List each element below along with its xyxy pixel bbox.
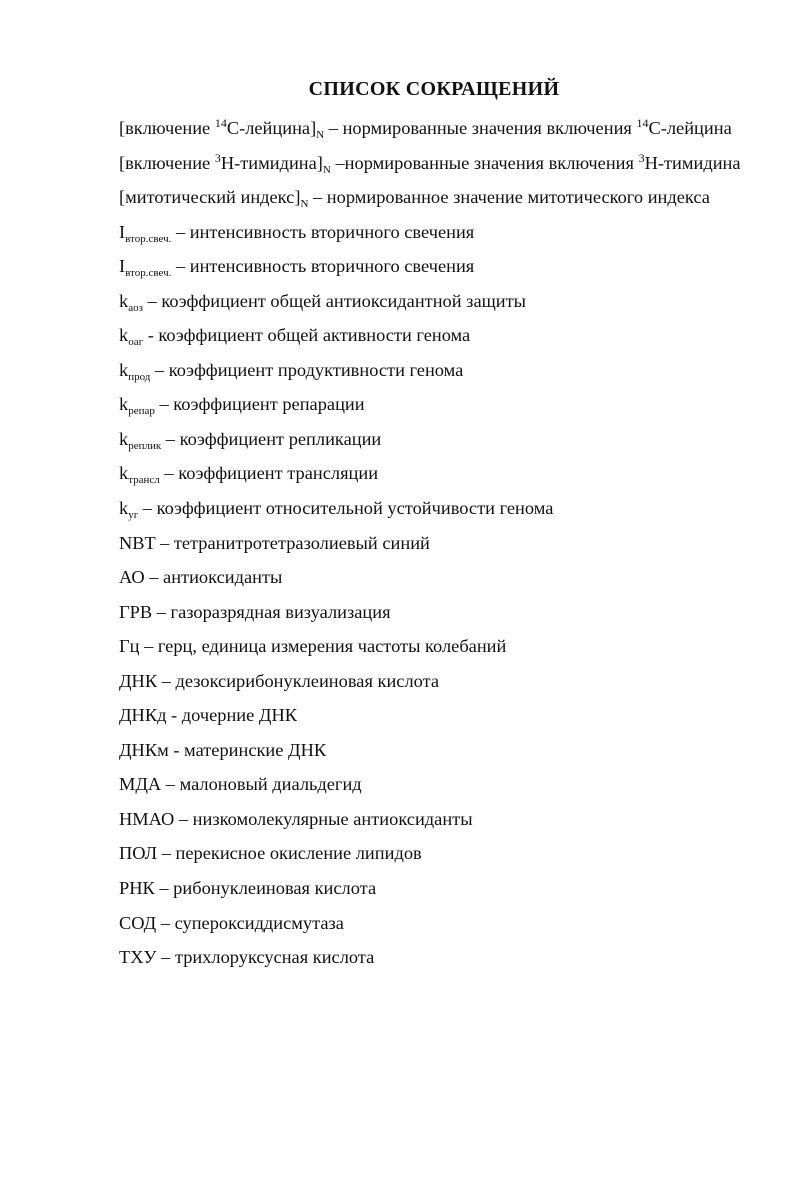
abbreviation-definition: – тетранитротетразолиевый синий xyxy=(155,532,430,553)
entry-suffix: С-лейцина xyxy=(648,118,732,138)
abbreviation-term: МДА xyxy=(119,774,162,795)
entry-suffix: Н-тимидина xyxy=(644,152,741,173)
abbreviation-term: k xyxy=(119,394,129,415)
abbreviation-definition: – интенсивность вторичного свечения xyxy=(171,256,475,277)
abbreviation-entry xyxy=(119,664,789,699)
entry-subscript: N xyxy=(300,198,309,211)
abbreviation-term: ТХУ xyxy=(119,947,157,968)
abbreviation-definition: – антиоксиданты xyxy=(144,567,283,588)
abbreviation-definition: –нормированные значения включения xyxy=(330,152,639,173)
abbreviation-term: ДНКм xyxy=(119,739,169,760)
abbreviation-definition: - дочерние ДНК xyxy=(166,705,297,726)
abbreviation-term: ДНК xyxy=(119,670,158,691)
abbreviation-term: ДНКд xyxy=(119,705,167,726)
entry-superscript-2: 14 xyxy=(636,116,649,130)
entry-subscript: N xyxy=(322,163,331,176)
entry-subscript: репар xyxy=(128,405,155,418)
abbreviation-term: ГРВ xyxy=(119,601,153,622)
abbreviation-definition: – коэффициент трансляции xyxy=(159,463,379,484)
abbreviation-entry xyxy=(119,422,789,457)
abbreviation-definition: – коэффициент репликации xyxy=(161,428,382,449)
abbreviation-definition: – герц, единица измерения частоты колебаний xyxy=(139,636,507,657)
entry-subscript: оаг xyxy=(128,336,144,349)
abbreviation-term: k xyxy=(119,359,129,380)
abbreviation-entry xyxy=(119,456,789,491)
abbreviation-entry xyxy=(119,629,789,664)
abbreviation-term: СОД xyxy=(119,912,157,933)
abbreviation-definition: – малоновый диальдегид xyxy=(161,774,362,795)
abbreviation-term: NBT xyxy=(119,532,156,553)
abbreviation-entry xyxy=(119,249,789,284)
entry-subscript: реплик xyxy=(128,439,162,452)
abbreviation-definition: - материнские ДНК xyxy=(168,739,327,760)
abbreviation-entry xyxy=(119,215,789,250)
abbreviation-term: k xyxy=(119,428,129,449)
abbreviation-entry xyxy=(119,871,789,906)
entry-prefix: [включение xyxy=(119,152,215,173)
entry-subscript: втор.свеч. xyxy=(125,232,172,245)
abbreviation-definition: – перекисное окисление липидов xyxy=(157,843,422,864)
abbreviation-definition: - коэффициент общей активности генома xyxy=(143,325,471,346)
abbreviation-term: Гц xyxy=(119,636,140,657)
abbreviation-term: I xyxy=(119,256,126,277)
entry-superscript: 3 xyxy=(214,150,221,165)
entry-subscript: втор.свеч. xyxy=(125,267,172,280)
abbreviation-term: С-лейцина] xyxy=(226,118,317,138)
abbreviation-entry xyxy=(119,698,789,733)
entry-subscript: N xyxy=(316,129,325,141)
abbreviation-definition: – низкомолекулярные антиоксиданты xyxy=(174,808,473,829)
abbreviation-list xyxy=(119,111,789,975)
abbreviation-entry xyxy=(119,560,789,595)
abbreviation-entry xyxy=(119,180,789,215)
abbreviation-definition: – коэффициент продуктивности генома xyxy=(150,359,464,380)
abbreviation-entry xyxy=(119,906,789,941)
abbreviation-definition: – коэффициент общей антиоксидантной защиты xyxy=(142,290,526,311)
abbreviation-term: Н-тимидина] xyxy=(220,152,323,173)
abbreviation-entry xyxy=(119,526,789,561)
abbreviation-definition: – газоразрядная визуализация xyxy=(152,601,391,622)
abbreviation-entry xyxy=(119,318,789,353)
entry-superscript: 14 xyxy=(214,116,227,130)
abbreviation-entry xyxy=(119,836,789,871)
abbreviation-definition: – нормированное значение митотического индекса xyxy=(308,187,710,208)
abbreviation-term: k xyxy=(119,463,129,484)
abbreviation-entry xyxy=(119,802,789,837)
abbreviation-definition: – трихлоруксусная кислота xyxy=(156,947,375,968)
abbreviation-definition: – нормированные значения включения xyxy=(324,118,637,138)
page-title: СПИСОК СОКРАЩЕНИЙ xyxy=(308,78,560,100)
abbreviation-definition: – рибонуклеиновая кислота xyxy=(154,878,377,899)
entry-subscript: аоз xyxy=(128,301,143,314)
abbreviation-term: k xyxy=(119,325,129,346)
abbreviation-term: k xyxy=(119,498,129,519)
abbreviation-entry xyxy=(119,111,789,146)
abbreviation-term: [митотический индекс] xyxy=(119,187,301,208)
abbreviation-term: РНК xyxy=(119,878,155,899)
entry-subscript: уг xyxy=(128,509,139,522)
entry-superscript-2: 3 xyxy=(638,150,645,165)
abbreviation-term: k xyxy=(119,290,129,311)
abbreviation-definition: – коэффициент относительной устойчивости генома xyxy=(138,498,554,519)
entry-subscript: прод xyxy=(128,370,151,383)
abbreviation-entry xyxy=(119,387,789,422)
abbreviation-term: ПОЛ xyxy=(119,843,158,864)
abbreviation-entry xyxy=(119,353,789,388)
abbreviation-definition: – интенсивность вторичного свечения xyxy=(171,221,475,242)
abbreviation-definition: – супероксиддисмутаза xyxy=(156,912,344,933)
abbreviation-entry xyxy=(119,733,789,768)
abbreviation-entry xyxy=(119,767,789,802)
abbreviation-entry xyxy=(119,940,789,975)
abbreviation-entry xyxy=(119,491,789,526)
abbreviation-term: I xyxy=(119,221,126,242)
entry-subscript: трансл xyxy=(128,474,160,487)
abbreviation-term: НМАО xyxy=(119,808,175,829)
abbreviation-entry xyxy=(119,146,789,181)
abbreviation-term: АО xyxy=(119,567,145,588)
abbreviation-entry xyxy=(119,284,789,319)
abbreviation-entry xyxy=(119,595,789,630)
abbreviation-definition: – дезоксирибонуклеиновая кислота xyxy=(157,670,439,691)
abbreviation-definition: – коэффициент репарации xyxy=(154,394,365,415)
entry-prefix: [включение xyxy=(119,118,215,138)
